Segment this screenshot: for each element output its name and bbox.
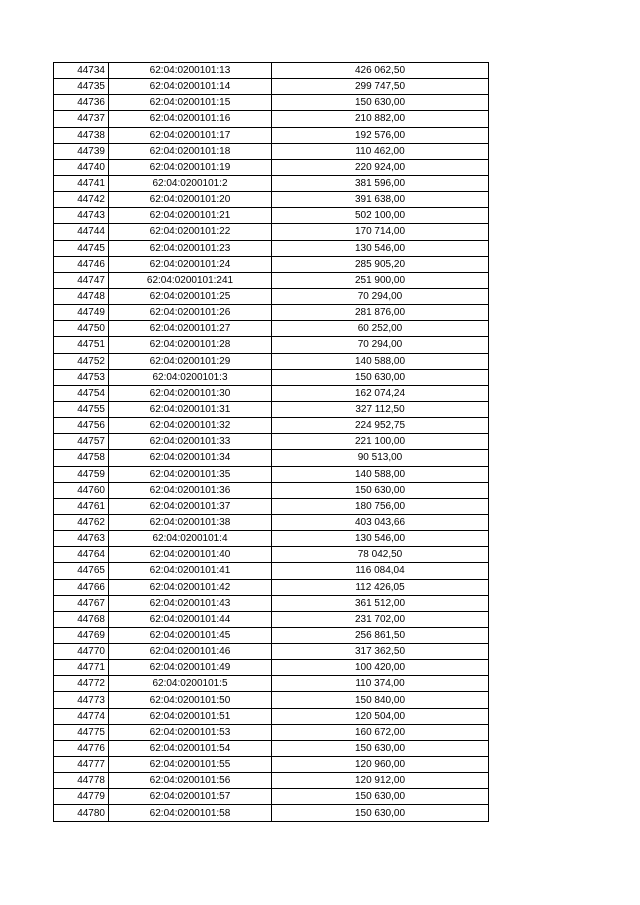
- value-cell: 256 861,50: [272, 627, 489, 643]
- table-row: [54, 192, 489, 208]
- value-cell: 170 714,00: [272, 224, 489, 240]
- row-number-cell: 44770: [54, 644, 109, 660]
- table-row: [54, 676, 489, 692]
- cadastral-number-cell: 62:04:0200101:42: [109, 579, 272, 595]
- cadastral-number-cell: 62:04:0200101:36: [109, 482, 272, 498]
- table-row: [54, 127, 489, 143]
- cadastral-number-cell: 62:04:0200101:38: [109, 514, 272, 530]
- cadastral-number-cell: 62:04:0200101:17: [109, 127, 272, 143]
- table-row: [54, 644, 489, 660]
- row-number-cell: 44748: [54, 288, 109, 304]
- table-row: [54, 514, 489, 530]
- row-number-cell: 44740: [54, 159, 109, 175]
- table-row: [54, 95, 489, 111]
- table-row: [54, 272, 489, 288]
- table-row: [54, 805, 489, 821]
- value-cell: 381 596,00: [272, 175, 489, 191]
- value-cell: 110 374,00: [272, 676, 489, 692]
- cadastral-number-cell: 62:04:0200101:58: [109, 805, 272, 821]
- value-cell: 150 630,00: [272, 482, 489, 498]
- table-row: [54, 595, 489, 611]
- row-number-cell: 44773: [54, 692, 109, 708]
- row-number-cell: 44764: [54, 547, 109, 563]
- cadastral-number-cell: 62:04:0200101:24: [109, 256, 272, 272]
- row-number-cell: 44753: [54, 369, 109, 385]
- row-number-cell: 44739: [54, 143, 109, 159]
- cadastral-number-cell: 62:04:0200101:14: [109, 79, 272, 95]
- row-number-cell: 44761: [54, 498, 109, 514]
- value-cell: 78 042,50: [272, 547, 489, 563]
- value-cell: 110 462,00: [272, 143, 489, 159]
- cadastral-number-cell: 62:04:0200101:21: [109, 208, 272, 224]
- value-cell: 403 043,66: [272, 514, 489, 530]
- row-number-cell: 44780: [54, 805, 109, 821]
- row-number-cell: 44756: [54, 418, 109, 434]
- table-row: [54, 708, 489, 724]
- row-number-cell: 44749: [54, 305, 109, 321]
- cadastral-number-cell: 62:04:0200101:45: [109, 627, 272, 643]
- cadastral-number-cell: 62:04:0200101:54: [109, 740, 272, 756]
- cadastral-number-cell: 62:04:0200101:28: [109, 337, 272, 353]
- table-row: [54, 143, 489, 159]
- value-cell: 285 905,20: [272, 256, 489, 272]
- value-cell: 120 504,00: [272, 708, 489, 724]
- cadastral-number-cell: 62:04:0200101:13: [109, 63, 272, 79]
- table-row: [54, 369, 489, 385]
- table-row: [54, 579, 489, 595]
- cadastral-number-cell: 62:04:0200101:57: [109, 789, 272, 805]
- value-cell: 426 062,50: [272, 63, 489, 79]
- cadastral-number-cell: 62:04:0200101:41: [109, 563, 272, 579]
- table-row: [54, 321, 489, 337]
- table-row: [54, 434, 489, 450]
- row-number-cell: 44738: [54, 127, 109, 143]
- cadastral-number-cell: 62:04:0200101:44: [109, 611, 272, 627]
- table-row: [54, 450, 489, 466]
- cadastral-number-cell: 62:04:0200101:40: [109, 547, 272, 563]
- table-row: [54, 418, 489, 434]
- table-row: [54, 159, 489, 175]
- row-number-cell: 44754: [54, 385, 109, 401]
- value-cell: 299 747,50: [272, 79, 489, 95]
- value-cell: 112 426,05: [272, 579, 489, 595]
- value-cell: 150 840,00: [272, 692, 489, 708]
- table-row: [54, 353, 489, 369]
- row-number-cell: 44767: [54, 595, 109, 611]
- cadastral-number-cell: 62:04:0200101:55: [109, 757, 272, 773]
- cadastral-number-cell: 62:04:0200101:29: [109, 353, 272, 369]
- value-cell: 120 960,00: [272, 757, 489, 773]
- row-number-cell: 44771: [54, 660, 109, 676]
- value-cell: 140 588,00: [272, 353, 489, 369]
- value-cell: 70 294,00: [272, 288, 489, 304]
- table-row: [54, 531, 489, 547]
- row-number-cell: 44768: [54, 611, 109, 627]
- cadastral-number-cell: 62:04:0200101:20: [109, 192, 272, 208]
- cadastral-number-cell: 62:04:0200101:22: [109, 224, 272, 240]
- table-row: [54, 111, 489, 127]
- table-row: [54, 660, 489, 676]
- value-cell: 60 252,00: [272, 321, 489, 337]
- row-number-cell: 44742: [54, 192, 109, 208]
- row-number-cell: 44766: [54, 579, 109, 595]
- value-cell: 120 912,00: [272, 773, 489, 789]
- table-row: [54, 401, 489, 417]
- row-number-cell: 44777: [54, 757, 109, 773]
- row-number-cell: 44760: [54, 482, 109, 498]
- row-number-cell: 44745: [54, 240, 109, 256]
- row-number-cell: 44776: [54, 740, 109, 756]
- row-number-cell: 44736: [54, 95, 109, 111]
- cadastral-number-cell: 62:04:0200101:32: [109, 418, 272, 434]
- table-row: [54, 175, 489, 191]
- table-row: [54, 498, 489, 514]
- table-row: [54, 208, 489, 224]
- table-row: [54, 482, 489, 498]
- table-row: [54, 288, 489, 304]
- cadastral-number-cell: 62:04:0200101:3: [109, 369, 272, 385]
- table-row: [54, 256, 489, 272]
- value-cell: 210 882,00: [272, 111, 489, 127]
- row-number-cell: 44746: [54, 256, 109, 272]
- cadastral-number-cell: 62:04:0200101:15: [109, 95, 272, 111]
- table-row: [54, 740, 489, 756]
- table-row: [54, 240, 489, 256]
- table-row: [54, 224, 489, 240]
- value-cell: 281 876,00: [272, 305, 489, 321]
- value-cell: 150 630,00: [272, 369, 489, 385]
- cadastral-number-cell: 62:04:0200101:34: [109, 450, 272, 466]
- row-number-cell: 44774: [54, 708, 109, 724]
- value-cell: 391 638,00: [272, 192, 489, 208]
- cadastral-number-cell: 62:04:0200101:33: [109, 434, 272, 450]
- cadastral-number-cell: 62:04:0200101:26: [109, 305, 272, 321]
- value-cell: 150 630,00: [272, 95, 489, 111]
- value-cell: 160 672,00: [272, 724, 489, 740]
- row-number-cell: 44752: [54, 353, 109, 369]
- value-cell: 231 702,00: [272, 611, 489, 627]
- table-row: [54, 63, 489, 79]
- cadastral-number-cell: 62:04:0200101:43: [109, 595, 272, 611]
- cadastral-number-cell: 62:04:0200101:50: [109, 692, 272, 708]
- table-row: [54, 547, 489, 563]
- table-row: [54, 337, 489, 353]
- value-cell: 361 512,00: [272, 595, 489, 611]
- row-number-cell: 44743: [54, 208, 109, 224]
- value-cell: 70 294,00: [272, 337, 489, 353]
- cadastral-number-cell: 62:04:0200101:2: [109, 175, 272, 191]
- value-cell: 162 074,24: [272, 385, 489, 401]
- row-number-cell: 44737: [54, 111, 109, 127]
- row-number-cell: 44778: [54, 773, 109, 789]
- cadastral-number-cell: 62:04:0200101:46: [109, 644, 272, 660]
- value-cell: 140 588,00: [272, 466, 489, 482]
- cadastral-number-cell: 62:04:0200101:18: [109, 143, 272, 159]
- row-number-cell: 44759: [54, 466, 109, 482]
- cadastral-number-cell: 62:04:0200101:4: [109, 531, 272, 547]
- cadastral-number-cell: 62:04:0200101:5: [109, 676, 272, 692]
- value-cell: 150 630,00: [272, 805, 489, 821]
- cadastral-number-cell: 62:04:0200101:53: [109, 724, 272, 740]
- cadastral-number-cell: 62:04:0200101:30: [109, 385, 272, 401]
- table-row: [54, 789, 489, 805]
- table-row: [54, 724, 489, 740]
- value-cell: 100 420,00: [272, 660, 489, 676]
- cadastral-number-cell: 62:04:0200101:37: [109, 498, 272, 514]
- table-row: [54, 563, 489, 579]
- cadastral-number-cell: 62:04:0200101:31: [109, 401, 272, 417]
- cadastral-number-cell: 62:04:0200101:25: [109, 288, 272, 304]
- table-row: [54, 79, 489, 95]
- value-cell: 221 100,00: [272, 434, 489, 450]
- cadastral-number-cell: 62:04:0200101:49: [109, 660, 272, 676]
- row-number-cell: 44762: [54, 514, 109, 530]
- value-cell: 150 630,00: [272, 740, 489, 756]
- row-number-cell: 44747: [54, 272, 109, 288]
- table-row: [54, 305, 489, 321]
- row-number-cell: 44765: [54, 563, 109, 579]
- value-cell: 116 084,04: [272, 563, 489, 579]
- table-row: [54, 611, 489, 627]
- table-row: [54, 627, 489, 643]
- row-number-cell: 44757: [54, 434, 109, 450]
- value-cell: 220 924,00: [272, 159, 489, 175]
- row-number-cell: 44734: [54, 63, 109, 79]
- row-number-cell: 44735: [54, 79, 109, 95]
- table-row: [54, 773, 489, 789]
- cadastral-number-cell: 62:04:0200101:16: [109, 111, 272, 127]
- cadastral-number-cell: 62:04:0200101:56: [109, 773, 272, 789]
- row-number-cell: 44755: [54, 401, 109, 417]
- data-table: [53, 62, 489, 822]
- row-number-cell: 44769: [54, 627, 109, 643]
- value-cell: 251 900,00: [272, 272, 489, 288]
- row-number-cell: 44744: [54, 224, 109, 240]
- row-number-cell: 44758: [54, 450, 109, 466]
- row-number-cell: 44772: [54, 676, 109, 692]
- table-row: [54, 385, 489, 401]
- cadastral-number-cell: 62:04:0200101:35: [109, 466, 272, 482]
- table-row: [54, 692, 489, 708]
- cadastral-number-cell: 62:04:0200101:19: [109, 159, 272, 175]
- value-cell: 502 100,00: [272, 208, 489, 224]
- value-cell: 180 756,00: [272, 498, 489, 514]
- row-number-cell: 44775: [54, 724, 109, 740]
- value-cell: 192 576,00: [272, 127, 489, 143]
- row-number-cell: 44751: [54, 337, 109, 353]
- row-number-cell: 44741: [54, 175, 109, 191]
- value-cell: 130 546,00: [272, 240, 489, 256]
- cadastral-number-cell: 62:04:0200101:51: [109, 708, 272, 724]
- table-body: [54, 63, 489, 822]
- value-cell: 327 112,50: [272, 401, 489, 417]
- row-number-cell: 44779: [54, 789, 109, 805]
- row-number-cell: 44763: [54, 531, 109, 547]
- value-cell: 130 546,00: [272, 531, 489, 547]
- table-row: [54, 757, 489, 773]
- cadastral-number-cell: 62:04:0200101:23: [109, 240, 272, 256]
- cadastral-number-cell: 62:04:0200101:27: [109, 321, 272, 337]
- cadastral-number-cell: 62:04:0200101:241: [109, 272, 272, 288]
- value-cell: 317 362,50: [272, 644, 489, 660]
- row-number-cell: 44750: [54, 321, 109, 337]
- value-cell: 224 952,75: [272, 418, 489, 434]
- value-cell: 150 630,00: [272, 789, 489, 805]
- value-cell: 90 513,00: [272, 450, 489, 466]
- table-row: [54, 466, 489, 482]
